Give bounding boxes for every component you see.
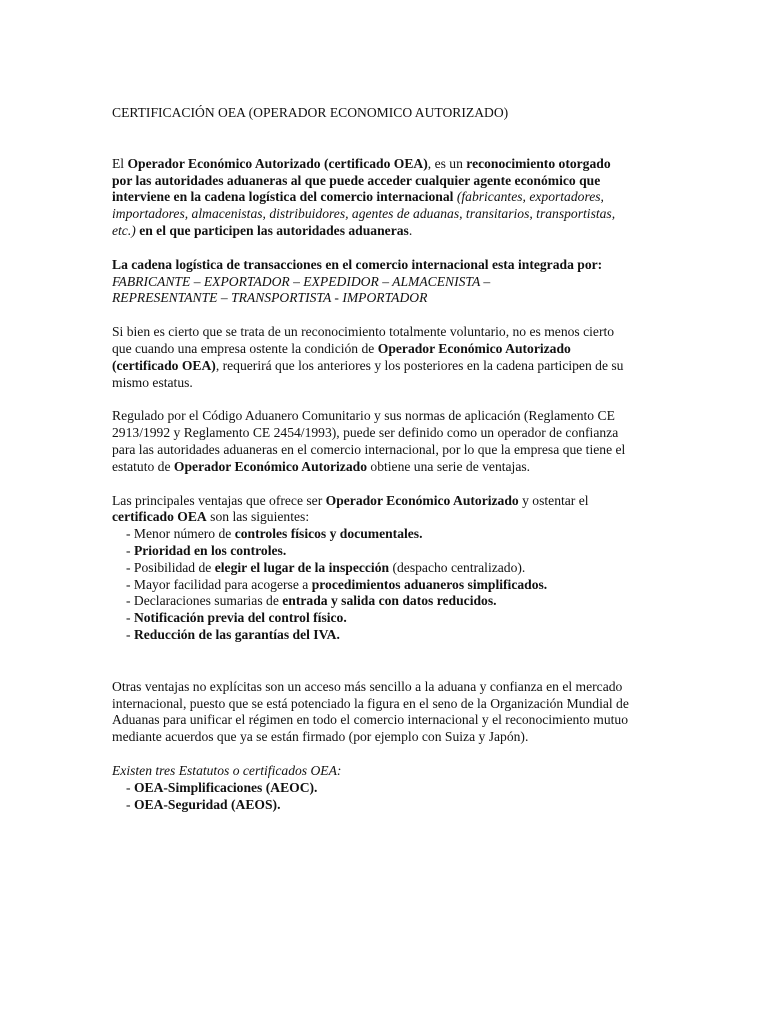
bold-run: Operador Económico Autorizado (325, 492, 519, 508)
text-run: El (112, 155, 128, 171)
item-text: - Posibilidad de (126, 559, 215, 575)
bold-run: Operador Económico Autorizado (certificado OEA) (112, 340, 571, 373)
text-run: . (408, 222, 413, 238)
paragraph-chain (112, 257, 632, 307)
item-bold: procedimientos aduaneros simplificados. (311, 576, 548, 592)
chain-line-2: REPRESENTANTE – TRANSPORTISTA - IMPORTADOR (112, 290, 428, 306)
italic-run: Existen tres Estatutos o certificados OEA: (112, 762, 342, 778)
statutes-list (112, 780, 632, 814)
item-bold: OEA-Seguridad (AEOS). (133, 796, 281, 812)
text-run: Las principales ventajas que ofrece ser (112, 492, 326, 508)
list-item (126, 780, 632, 797)
item-text: - Declaraciones sumarias de (126, 593, 283, 609)
item-text: - (126, 610, 134, 626)
list-item (126, 593, 632, 610)
item-text: - (126, 626, 134, 642)
item-text: - (126, 779, 134, 795)
bold-run: certificado OEA (112, 509, 207, 525)
paragraph-regulation (112, 408, 632, 475)
list-item (126, 526, 632, 543)
paragraph-definition (112, 156, 632, 240)
item-text: - (126, 796, 134, 812)
item-bold: OEA-Simplificaciones (AEOC). (133, 779, 318, 795)
item-text: (despacho centralizado). (389, 559, 526, 575)
paragraph-voluntary (112, 324, 632, 391)
item-text: - (126, 542, 134, 558)
bold-run: reconocimiento otorgado por las autoridades aduaneras al que puede acceder cualquier agente económico que interviene en la cadena logística del comercio internacional (112, 155, 611, 205)
text-run: , es un (427, 155, 467, 171)
list-item (126, 797, 632, 814)
item-text: - Mayor facilidad para acogerse a (126, 576, 312, 592)
item-bold: entrada y salida con datos reducidos. (282, 593, 497, 609)
bold-run: Operador Económico Autorizado (certificado OEA) (127, 155, 428, 171)
text-run: y ostentar el (518, 492, 589, 508)
item-bold: Notificación previa del control físico. (133, 610, 347, 626)
document-title: CERTIFICACIÓN OEA (OPERADOR ECONOMICO AUTORIZADO) (112, 105, 509, 120)
item-bold: Prioridad en los controles. (133, 542, 287, 558)
text-run: Si bien es cierto que se trata de un reconocimiento totalmente voluntario, no es menos cierto que cuando una empresa ostente la condición de (112, 324, 615, 356)
paragraph-advantages-intro (112, 493, 632, 527)
item-text: - Menor número de (126, 526, 235, 542)
chain-heading: La cadena logística de transacciones en el comercio internacional esta integrada por: (112, 256, 603, 272)
list-item (126, 560, 632, 577)
paragraph-statutes-intro (112, 763, 632, 780)
text-run: son las siguientes: (206, 509, 310, 525)
text-run: obtiene una serie de ventajas. (367, 458, 531, 474)
bold-run: Operador Económico Autorizado (173, 458, 367, 474)
bold-run: en el que participen las autoridades aduaneras (139, 222, 409, 238)
item-bold: elegir el lugar de la inspección (214, 559, 390, 575)
advantages-list (112, 526, 632, 644)
chain-line-1: FABRICANTE – EXPORTADOR – EXPEDIDOR – ALMACENISTA – (112, 273, 491, 289)
item-bold: Reducción de las garantías del IVA. (133, 626, 340, 642)
list-item (126, 543, 632, 560)
item-bold: controles físicos y documentales. (234, 526, 423, 542)
italic-run: (fabricantes, exportadores, importadores, almacenistas, distribuidores, agentes de aduanas, transitarios, transportistas, etc.) (112, 189, 616, 238)
document-body (112, 105, 632, 813)
paragraph-other-advantages: Otras ventajas no explícitas son un acceso más sencillo a la aduana y confianza en el mercado internacional, puesto que se está potenciado la figura en el seno de la Organización Mundial de Aduanas para unificar el régimen en todo el comercio internacional y el reconocimiento mutuo mediante acuerdos que ya se están firmado (por ejemplo con Suiza y Japón). (112, 678, 629, 745)
text-run: , requerirá que los anteriores y los posteriores en la cadena participen de su mismo estatus. (112, 357, 624, 390)
list-item (126, 627, 632, 644)
list-item (126, 577, 632, 594)
text-run: Regulado por el Código Aduanero Comunitario y sus normas de aplicación (Reglamento CE 2913/1992 y Reglamento CE 2454/1993), puede ser definido como un operador de confianza para las autoridades aduaneras en el comercio internacional, por lo que la empresa que tiene el estatuto de (112, 408, 626, 474)
list-item (126, 610, 632, 627)
